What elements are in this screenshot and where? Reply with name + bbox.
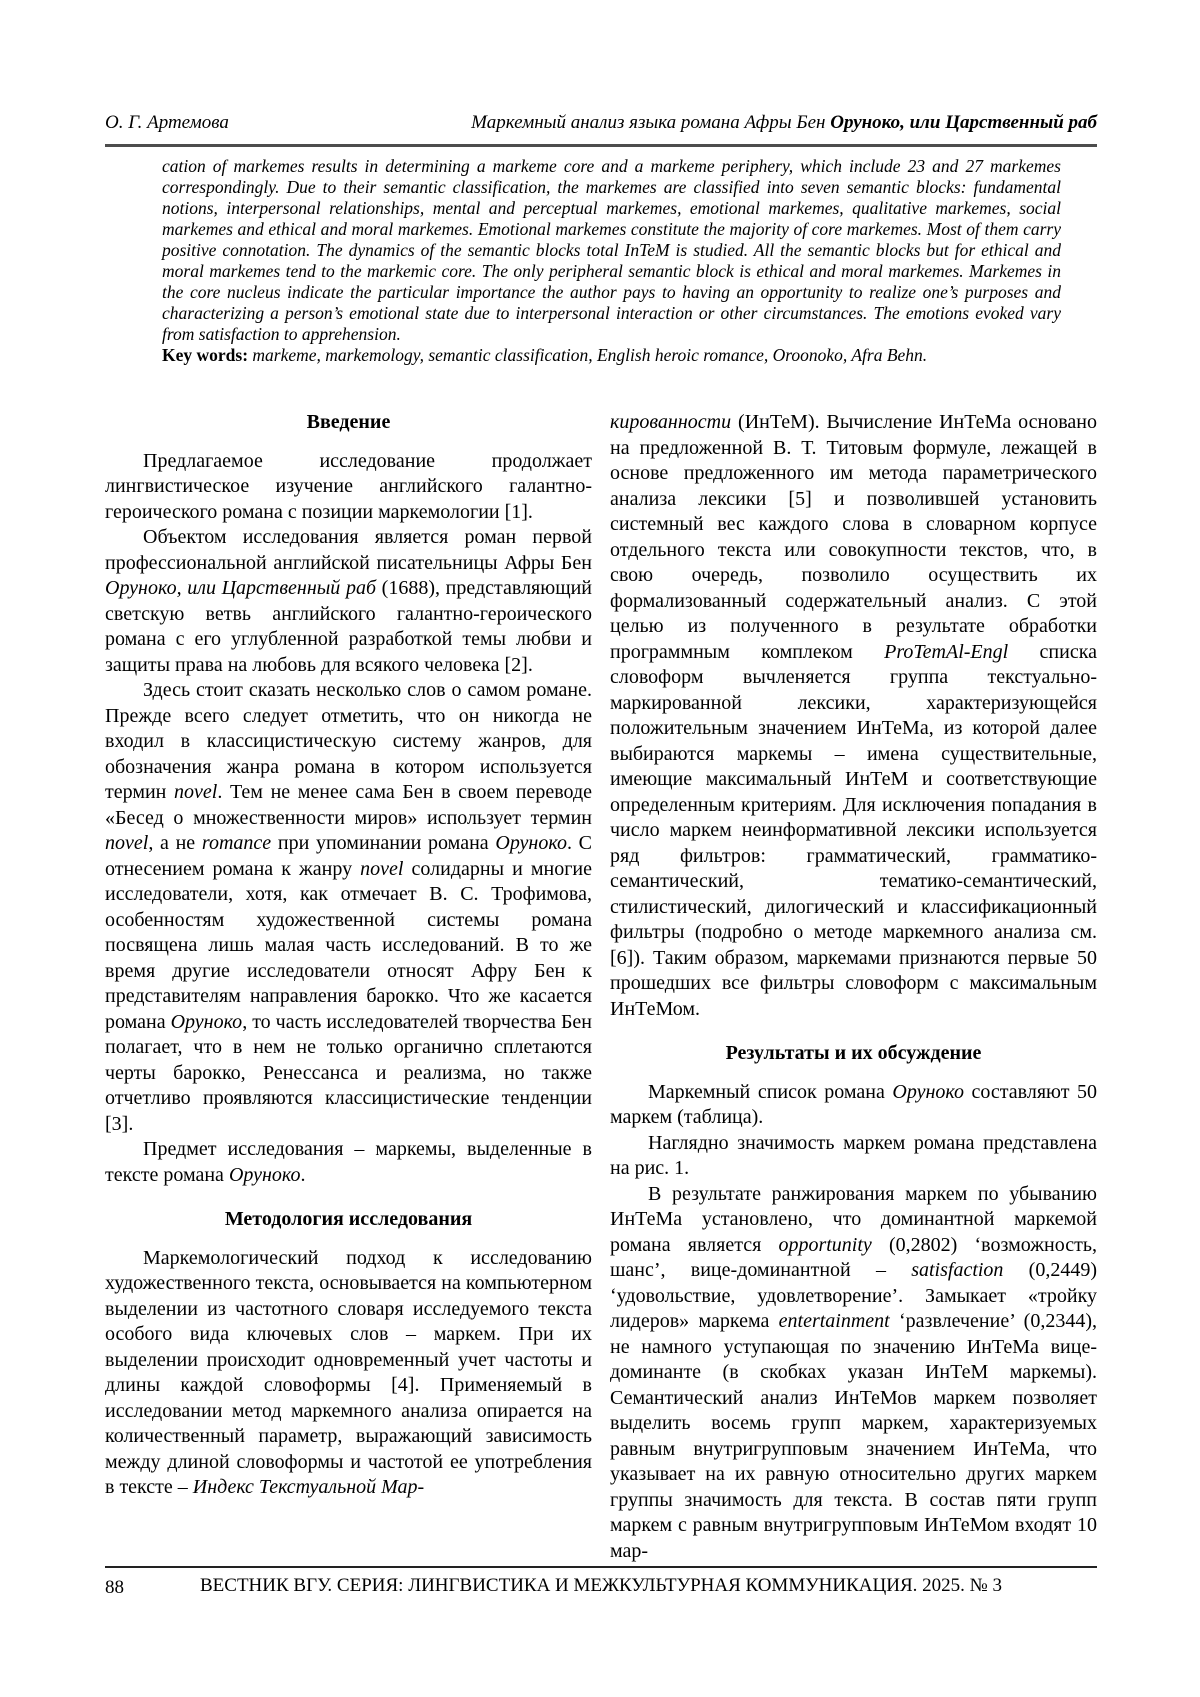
- text-run: Здесь стоит сказать несколько слов о самом романе. Прежде всего следует отметить, что он никогда не входил в классицистическую систему жанров, для обозначения жанра романа в котором используется термин: [105, 679, 592, 803]
- paragraph: [610, 1080, 1097, 1131]
- text-run: Маркемологический подход к исследованию художественного текста, основывается на компьютерном выделении из частотного словаря исследуемого текста особого вида ключевых слов – маркем. При их выделении происходит одновременный учет частоты и длины каждой словоформы [4]. Применяемый в исследовании метод маркемного анализа опирается на количественный параметр, выражающий зависимость между длиной словоформы и частотой ее употребления в тексте –: [105, 1246, 592, 1498]
- text-run: В результате ранжирования маркем по убыванию ИнТеМа установлено, что доминантной маркемой романа является: [610, 1182, 1097, 1256]
- text-run: , а не: [148, 832, 202, 854]
- paragraph-continuation: [610, 410, 1097, 1022]
- keywords-label: Key words:: [162, 345, 253, 365]
- journal-title: ВЕСТНИК ВГУ. СЕРИЯ: ЛИНГВИСТИКА И МЕЖКУЛЬТУРНАЯ КОММУНИКАЦИЯ. 2025. № 3: [200, 1575, 1002, 1596]
- text-run: Объектом исследования является роман первой профессиональной английской писательницы Афры Бен: [105, 526, 592, 574]
- paragraph: [610, 1182, 1097, 1565]
- text-run: (0,2449) ‘удовольствие, удовлетворение’. Замыкает «тройку лидеров» маркема: [610, 1259, 1097, 1332]
- text-run: , то часть исследователей творчества Бен полагает, что в нем не только органично сплетаются черты барокко, Ренессанса и реализма, но также отчетливо проявляются классицистические тенденции [3].: [105, 1010, 593, 1135]
- text-run: novel: [105, 832, 149, 854]
- text-run: Оруноко, или Царственный раб: [830, 112, 1097, 133]
- paragraph: [105, 1246, 592, 1501]
- text-run: Предмет исследования – маркемы, выделенные в тексте романа: [105, 1138, 592, 1186]
- text-run: (1688), представляющий светскую ветвь английского галантно-героического романа с его углубленной разработкой темы любви и защиты права на любовь для всякого человека [2].: [105, 577, 592, 676]
- text-run: ProTemAl-Engl: [884, 640, 1009, 663]
- two-column-body: [105, 410, 1097, 1564]
- text-run: satisfaction: [911, 1259, 1004, 1281]
- paragraph: [105, 1137, 592, 1188]
- text-run: novel: [360, 857, 404, 880]
- text-run: romance: [201, 832, 272, 854]
- text-run: Маркемный анализ языка романа Афры Бен: [471, 112, 831, 133]
- text-run: составляют 50 маркем (таблица).: [610, 1080, 1098, 1128]
- text-run: Оруноко: [892, 1080, 964, 1103]
- page-number: 88: [105, 1577, 124, 1598]
- page-header: [105, 112, 1097, 134]
- paragraph: [105, 449, 592, 526]
- keywords-line: [162, 345, 1061, 366]
- abstract-text: cation of markemes results in determining a markeme core and a markeme periphery, which include 23 and 27 markemes correspondingly. Due to their semantic classification, the markemes are classified into seven semantic blocks: fundamental notions, interpersonal relationships, mental and perceptual markemes, emotional markemes, qualitative markemes, social markemes and ethical and moral markemes. Emotional markemes constitute the majority of core markemes. Most of them carry positive connotation. The dynamics of the semantic blocks total InTeM is studied. All the semantic blocks but for ethical and moral markemes tend to the markemic core. The only peripheral semantic block is ethical and moral markemes. Markemes in the core nucleus indicate the particular importance the author pays to having an opportunity to realize one’s purposes and characterizing a person’s emotional state due to interpersonal interaction or other circumstances. The emotions evoked vary from satisfaction to apprehension.: [162, 156, 1061, 344]
- text-run: Оруноко: [228, 1163, 301, 1186]
- paragraph: [105, 525, 592, 678]
- left-column: [105, 410, 592, 1564]
- text-run: . С отнесением романа к жанру: [105, 832, 593, 880]
- text-run: opportunity: [778, 1233, 872, 1256]
- text-run: entertainment: [778, 1310, 890, 1332]
- text-run: при упоминании романа: [271, 832, 496, 854]
- text-run: .: [300, 1163, 306, 1186]
- section-heading-results: Результаты и их обсуждение: [725, 1042, 982, 1064]
- text-run: novel: [174, 781, 218, 803]
- paragraph: [105, 678, 592, 1137]
- section-heading-introduction: Введение: [306, 411, 391, 433]
- text-run: Оруноко: [170, 1010, 243, 1033]
- text-run: списка словоформ вычленяется группа текстуально-маркированной лексики, характеризующейся положительным значением ИнТеМа, из которой далее выбираются маркемы – имена существительные, имеющие максимальный ИнТеМ и соответствующие определенным критериям. Для исключения попадания в число маркем неинформативной лексики используется ряд фильтров: грамматический, грамматико-семантический, тематико-семантический, стилистический, дилогический и классификационный фильтры (подробно о методе маркемного анализа см. [6]). Таким образом, маркемами признаются первые 50 прошедших все фильтры словоформ с максимальным ИнТеМом.: [610, 640, 1098, 1020]
- text-run: Оруноко, или Царственный раб: [105, 577, 377, 599]
- author-name: О. Г. Артемова: [105, 112, 229, 133]
- text-run: ‘развлечение’ (0,2344), не намного уступающая по значению ИнТеМа вице-доминанте (в скобках указан ИнТеМ маркемы). Семантический анализ ИнТеМов маркем позволяет выделить восемь групп маркем, характеризуемых равным внутригрупповым значением ИнТеМа, что указывает на их равную относительно других маркем группы значимость для текста. В состав пяти групп маркем с равным внутригрупповым ИнТеМом входят 10 мар-: [610, 1310, 1097, 1562]
- text-run: Наглядно значимость маркем романа представлена на рис. 1.: [610, 1131, 1097, 1179]
- text-run: . Тем не менее сама Бен в своем переводе «Бесед о множественности миров» использует термин: [105, 781, 592, 829]
- text-run: Предлагаемое исследование продолжает лингвистическое изучение английского галантно-героического романа с позиции маркемологии [1].: [105, 449, 592, 523]
- text-run: (0,2802) ‘возможность, шанс’, вице-доминантной –: [610, 1233, 1097, 1281]
- abstract-block: [162, 156, 1061, 366]
- right-column: [610, 410, 1097, 1564]
- paragraph: [610, 1131, 1097, 1182]
- text-run: солидарны и многие исследователи, хотя, как отмечает В. С. Трофимова, особенностям художественной системы романа посвящена лишь малая часть исследований. В то же время другие исследователи относят Афру Бен к представителям направления барокко. Что же касается романа: [105, 857, 592, 1033]
- header-divider: [105, 144, 1097, 147]
- text-run: Оруноко: [495, 832, 567, 854]
- page-footer: [105, 1566, 1097, 1597]
- section-heading-methodology: Методология исследования: [224, 1208, 473, 1230]
- running-title: [471, 112, 1097, 134]
- text-run: кированности: [610, 411, 732, 433]
- text-run: (ИнТеМ). Вычисление ИнТеМа основано на предложенной В. Т. Титовым формуле, лежащей в основе предложенного им метода параметрического анализа лексики [5] и позволившей установить системный вес каждого слова в словарном корпусе отдельного текста или совокупности текстов, что, в свою очередь, позволило осуществить их формализованный содержательный анализ. С этой целью из полученного в результате обработки программным комплеком: [610, 411, 1097, 663]
- text-run: Маркемный список романа: [648, 1080, 893, 1103]
- keywords-text: markeme, markemology, semantic classification, English heroic romance, Oroonoko, Afra Behn.: [252, 345, 928, 365]
- text-run: Индекс Текстуальной Мар-: [192, 1476, 425, 1498]
